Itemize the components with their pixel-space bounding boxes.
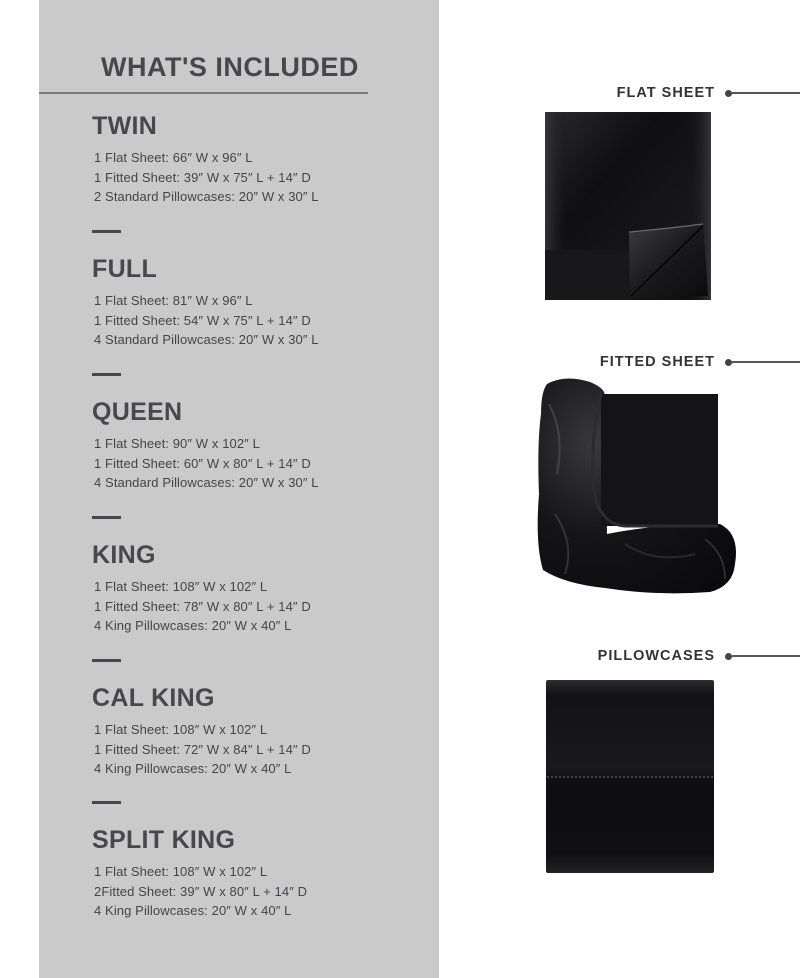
- flat-sheet-label-row: [617, 83, 800, 103]
- flat-sheet-label: FLAT SHEET: [616, 85, 715, 101]
- size-heading: TWIN: [92, 112, 158, 140]
- fitted-sheet-spec: 1 Fitted Sheet: 72″ W x 84″ L + 14″ D: [94, 741, 311, 757]
- flat-sheet-spec: 1 Flat Sheet: 90″ W x 102″ L: [94, 436, 260, 451]
- section-dash: [92, 801, 121, 804]
- connector-line: [732, 92, 800, 94]
- fitted-sheet-spec: 1 Fitted Sheet: 39″ W x 75″ L + 14″ D: [94, 169, 311, 185]
- fitted-sheet-image: [535, 374, 740, 596]
- pillowcase-spec: 4 King Pillowcases: 20″ W x 40″ L: [94, 903, 292, 919]
- fitted-sheet-label: FITTED SHEET: [599, 354, 715, 370]
- pillowcase-spec: 4 King Pillowcases: 20″ W x 40″ L: [94, 761, 292, 777]
- connector-dot: [725, 90, 732, 97]
- size-spec-list: [92, 577, 422, 636]
- pillowcase-spec: 4 Standard Pillowcases: 20″ W x 30″ L: [94, 332, 319, 348]
- fitted-sheet-spec: 1 Fitted Sheet: 54″ W x 75″ L + 14″ D: [94, 312, 311, 328]
- section-dash: [92, 659, 121, 662]
- pillowcase-spec: 4 King Pillowcases: 20″ W x 40″ L: [94, 618, 292, 634]
- section-dash: [92, 516, 121, 519]
- size-heading: KING: [92, 541, 156, 569]
- flat-sheet-icon: [543, 110, 715, 302]
- pillowcases-image: [545, 679, 717, 875]
- size-heading: SPLIT KING: [92, 826, 236, 854]
- pillowcase-spec: 2 Standard Pillowcases: 20″ W x 30″ L: [94, 189, 319, 205]
- flat-sheet-spec: 1 Flat Sheet: 108″ W x 102″ L: [94, 579, 268, 594]
- size-heading: QUEEN: [92, 398, 183, 426]
- connector-line: [732, 361, 800, 363]
- size-heading: CAL KING: [92, 684, 215, 712]
- size-block-twin: [92, 112, 422, 207]
- fitted-sheet-spec: 1 Fitted Sheet: 78″ W x 80″ L + 14″ D: [94, 598, 311, 614]
- size-block-split-king: [92, 826, 422, 921]
- size-heading: FULL: [92, 255, 158, 283]
- size-block-full: [92, 255, 422, 350]
- size-spec-list: [92, 862, 422, 921]
- connector-dot: [725, 653, 732, 660]
- pillowcases-label: PILLOWCASES: [597, 648, 715, 664]
- fitted-sheet-icon: [535, 374, 740, 596]
- size-spec-list: [92, 720, 422, 779]
- flat-sheet-spec: 1 Flat Sheet: 108″ W x 102″ L: [94, 864, 268, 879]
- pillowcases-icon: [545, 679, 717, 875]
- title-divider: [39, 92, 368, 94]
- pillowcase-spec: 4 Standard Pillowcases: 20″ W x 30″ L: [94, 475, 319, 491]
- connector-dot: [725, 359, 732, 366]
- flat-sheet-spec: 1 Flat Sheet: 81″ W x 96″ L: [94, 293, 253, 308]
- flat-sheet-spec: 1 Flat Sheet: 66″ W x 96″ L: [94, 150, 253, 165]
- connector-line: [732, 655, 800, 657]
- fitted-sheet-label-row: [600, 352, 800, 372]
- size-spec-list: [92, 434, 422, 493]
- size-spec-list: [92, 291, 422, 350]
- size-spec-list: [92, 148, 422, 207]
- flat-sheet-image: [543, 110, 715, 302]
- size-block-queen: [92, 398, 422, 493]
- size-block-king: [92, 541, 422, 636]
- size-block-cal-king: [92, 684, 422, 779]
- fitted-sheet-spec: 2Fitted Sheet: 39″ W x 80″ L + 14″ D: [94, 883, 308, 899]
- flat-sheet-spec: 1 Flat Sheet: 108″ W x 102″ L: [94, 722, 268, 737]
- pillowcases-label-row: [598, 646, 800, 666]
- section-dash: [92, 373, 121, 376]
- fitted-sheet-spec: 1 Fitted Sheet: 60″ W x 80″ L + 14″ D: [94, 455, 311, 471]
- panel-title: WHAT'S INCLUDED: [101, 52, 359, 82]
- section-dash: [92, 230, 121, 233]
